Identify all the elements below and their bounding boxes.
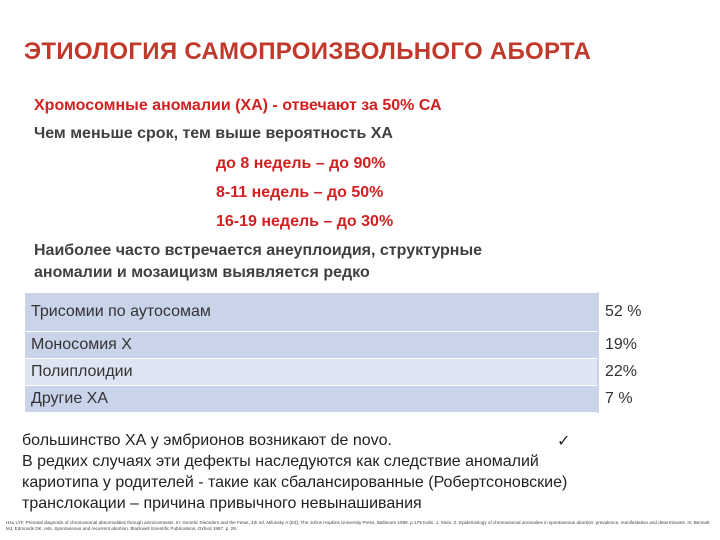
table-cell-label: Полиплоидии bbox=[25, 359, 599, 386]
table-row bbox=[25, 359, 688, 386]
intro-line-chromosomal: Хромосомные аномалии (ХА) - отвечают за 50% СА bbox=[34, 97, 442, 114]
inherited-defects-text: В редких случаях эти дефекты наследуются как следствие аномалий bbox=[22, 453, 539, 470]
week-range-2: 8-11 недель – до 50% bbox=[216, 184, 384, 201]
intro-line-aneuploidy: Наиболее часто встречается анеуплоидия, структурные bbox=[34, 242, 483, 259]
anomaly-frequency-table bbox=[24, 292, 688, 413]
karyotype-text: кариотипа у родителей - такие как сбалансированные (Робертсоновские) bbox=[22, 474, 568, 491]
table-row bbox=[25, 293, 688, 332]
table-cell-value: 52 % bbox=[598, 293, 688, 332]
translocation-text: транслокации – причина привычного невынашивания bbox=[22, 495, 422, 512]
table-cell-value: 22% bbox=[598, 359, 688, 386]
table-cell-label: Моносомия Х bbox=[25, 332, 599, 359]
table-cell-label: Трисомии по аутосомам bbox=[25, 293, 599, 332]
week-range-3: 16-19 недель – до 30% bbox=[216, 213, 394, 230]
table-cell-label: Другие ХА bbox=[25, 386, 599, 413]
table-row bbox=[25, 332, 688, 359]
slide-title: ЭТИОЛОГИЯ САМОПРОИЗВОЛЬНОГО АБОРТА bbox=[24, 38, 592, 65]
references-footnote: Hsu LYF. Prenatal diagnosis of chromosomal abnormalities through amniocentesis. In: Genetic Disorders and the Fetus, 4th ed, Milunsky A (Ed), The Johns Hopkins University Press, Baltimore 1998. p.179 Kalin, J, Stein, Z. Epidemiology of chromosomal anomalies in spontaneous abortion: prevalence, manifestation and determinants. In: Bennett MJ, Edmonds DK, eds. Spontaneous and recurrent abortion. Blackwell Scientific Publications, Oxford 1987. p. 29. bbox=[6, 520, 710, 531]
table-cell-value: 19% bbox=[598, 332, 688, 359]
de-novo-text: большинство ХА у эмбрионов возникают de novo. bbox=[22, 432, 392, 449]
check-icon: ✓ bbox=[557, 433, 571, 450]
week-range-1: до 8 недель – до 90% bbox=[216, 155, 386, 172]
intro-line-mosaicism: аномалии и мозаицизм выявляется редко bbox=[34, 264, 370, 281]
table-row bbox=[25, 386, 688, 413]
table-cell-value: 7 % bbox=[598, 386, 688, 413]
intro-line-term: Чем меньше срок, тем выше вероятность ХА bbox=[34, 125, 393, 142]
